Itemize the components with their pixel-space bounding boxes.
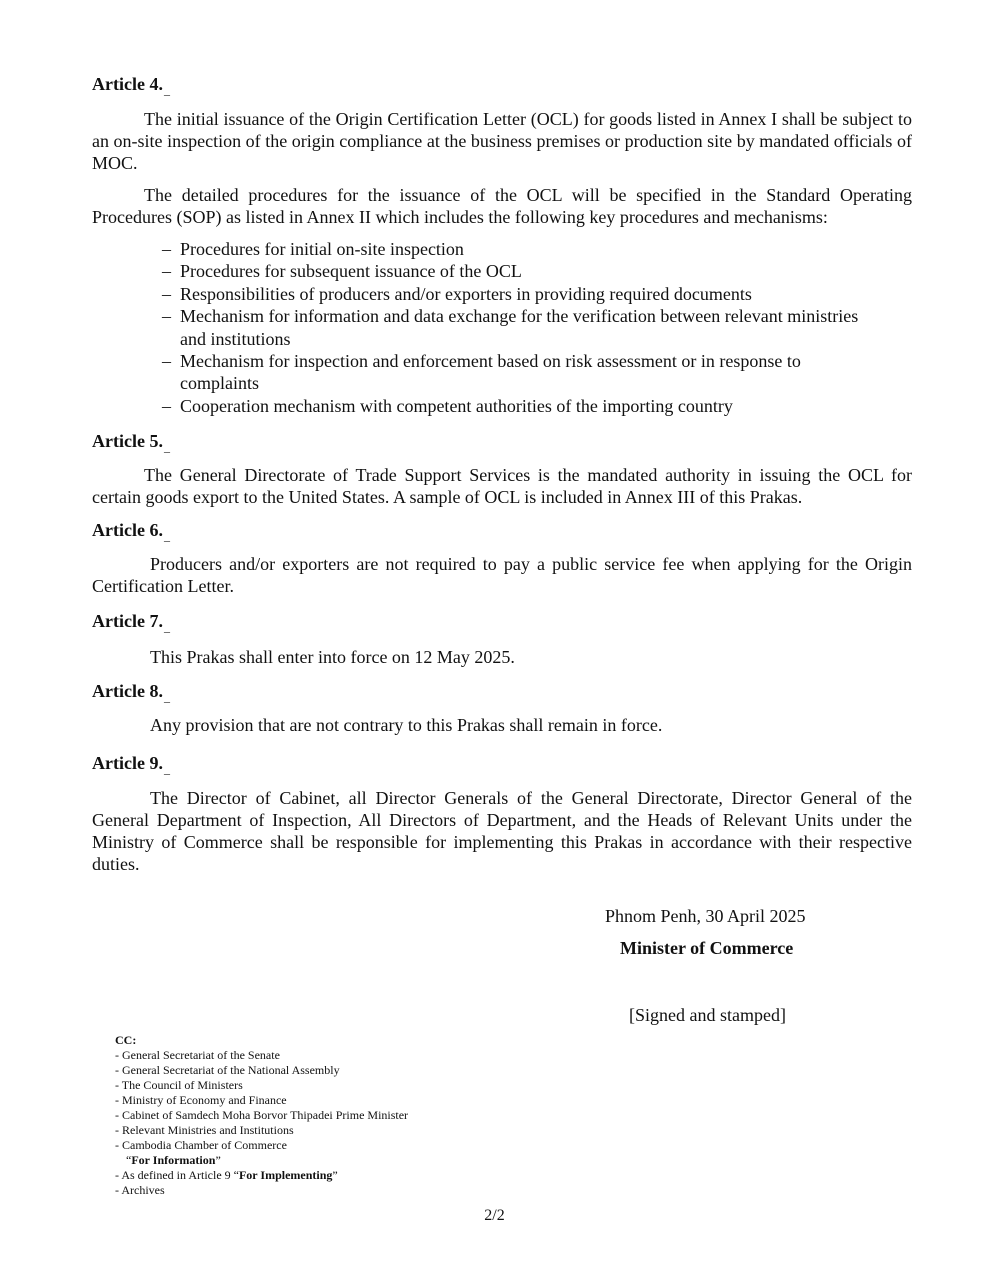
cc-item: - The Council of Ministers <box>115 1078 243 1092</box>
article-8-paragraph: Any provision that are not contrary to this Prakas shall remain in force. <box>150 715 663 735</box>
list-item: – Mechanism for information and data exchange for the verification between relevant ministries and institutions <box>162 306 859 349</box>
article-6-paragraph: Producers and/or exporters are not required to pay a public service fee when applying for the Origin Certification Letter. <box>92 554 912 596</box>
list-item: – Cooperation mechanism with competent authorities of the importing country <box>162 395 733 416</box>
article-4-paragraph-2: The detailed procedures for the issuance of the OCL will be specified in the Standard Operating Procedures (SOP) as listed in Annex II which includes the following key procedures and mechanisms: <box>92 185 912 227</box>
article-7-heading: Article $7._{\_}$ <box>92 611 170 634</box>
cc-label: CC: <box>115 1033 137 1047</box>
cc-list <box>115 1033 408 1198</box>
list-item: – Procedures for initial on-site inspection <box>162 239 464 259</box>
cc-item: - General Secretariat of the Senate <box>115 1048 280 1062</box>
article-4-heading: Article $4._{\_}$ <box>92 74 170 97</box>
place-date: Phnom Penh, 30 April 2025 <box>605 906 806 926</box>
cc-item: - Ministry of Economy and Finance <box>115 1093 287 1107</box>
cc-for-information: “For Information” <box>126 1153 221 1167</box>
article-9-heading: Article $9._{\_}$ <box>92 753 170 776</box>
signatory-title: Minister of Commerce <box>620 938 794 958</box>
list-item: – Responsibilities of producers and/or exporters in providing required documents <box>162 283 752 304</box>
cc-item: - Cambodia Chamber of Commerce <box>115 1138 287 1152</box>
list-item: – Procedures for subsequent issuance of the OCL <box>162 261 522 282</box>
article-5-paragraph: The General Directorate of Trade Support Services is the mandated authority in issuing the OCL for certain goods export to the United States. A sample of OCL is included in Annex III of this Prakas. <box>92 465 912 507</box>
article-7-paragraph: This Prakas shall enter into force on 12 May 2025. <box>150 647 515 667</box>
cc-item: - General Secretariat of the National Assembly <box>115 1063 340 1077</box>
article-5-heading: Article $5._{\_}$ <box>92 431 170 454</box>
cc-implementing: - As defined in Article 9 “For Implementing” <box>115 1168 338 1182</box>
signed-stamped-note: [Signed and stamped] <box>629 1005 786 1025</box>
article-4-paragraph-1: The initial issuance of the Origin Certification Letter (OCL) for goods listed in Annex I shall be subject to an on-site inspection of the origin compliance at the business premises or production site by mandated officials of MOC. <box>92 109 912 173</box>
list-item: – Mechanism for inspection and enforcement based on risk assessment or in response to complaints <box>162 351 801 394</box>
procedures-list <box>162 238 862 417</box>
article-6-heading: Article $6._{\_}$ <box>92 520 170 543</box>
cc-item: - Cabinet of Samdech Moha Borvor Thipadei Prime Minister <box>115 1108 409 1122</box>
page-number: 2/2 <box>484 1207 505 1224</box>
article-9-paragraph: The Director of Cabinet, all Director Generals of the General Directorate, Director General of the General Department of Inspection, All Directors of Department, and the Heads of Relevant Units under the Ministry of Commerce shall be responsible for implementing this Prakas in accordance with their respective duties. <box>92 788 912 874</box>
article-8-heading: Article $8._{\_}$ <box>92 681 170 704</box>
cc-item-archives: - Archives <box>115 1183 165 1197</box>
cc-item: - Relevant Ministries and Institutions <box>115 1123 294 1137</box>
